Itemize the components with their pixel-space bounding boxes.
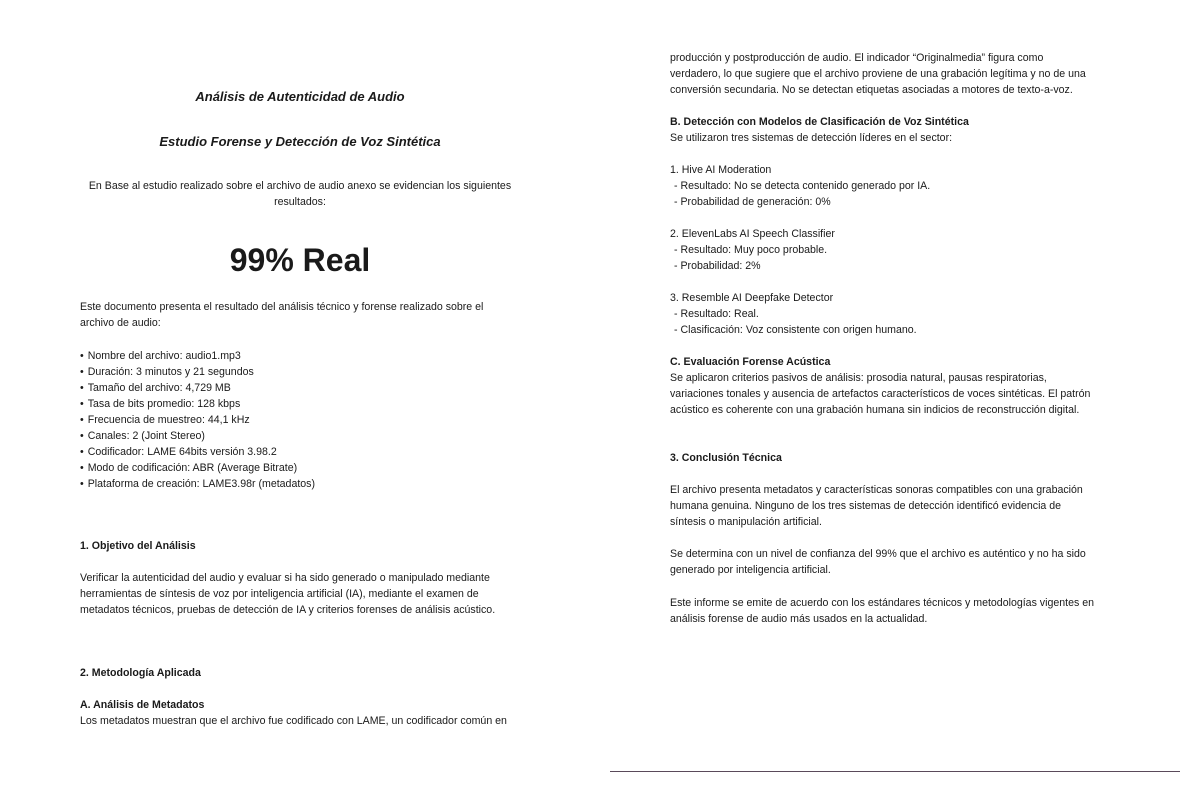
detector-result: - Resultado: No se detecta contenido generado por IA. [674, 180, 931, 192]
continued-line: verdadero, lo que sugiere que el archivo proviene de una grabación legítima y no de una [670, 68, 1086, 80]
detector-name: 2. ElevenLabs AI Speech Classifier [670, 228, 835, 240]
intro-line-1: En Base al estudio realizado sobre el archivo de audio anexo se evidencian los siguientes [88, 180, 512, 192]
intro-line-2: resultados: [274, 196, 326, 208]
detector-result: - Resultado: Muy poco probable. [674, 244, 828, 256]
conclusion-line: análisis forense de audio más usados en la actualidad. [670, 613, 928, 625]
page-divider-line [610, 771, 1180, 772]
doc-description-line-2: archivo de audio: [80, 317, 161, 329]
detector-probability: - Probabilidad: 2% [674, 260, 761, 272]
conclusion-line: Se determina con un nivel de confianza del 99% que el archivo es auténtico y no ha sido [670, 548, 1086, 560]
list-item: • Duración: 3 minutos y 21 segundos [80, 364, 315, 380]
conclusion-line: El archivo presenta metadatos y características sonoras compatibles con una grabación [670, 484, 1083, 496]
conclusion-line: humana genuina. Ninguno de los tres sistemas de detección identificó evidencia de [670, 500, 1062, 512]
list-item: • Tamaño del archivo: 4,729 MB [80, 380, 315, 396]
list-item: • Frecuencia de muestreo: 44,1 kHz [80, 412, 315, 428]
section-a-heading: A. Análisis de Metadatos [80, 699, 205, 711]
list-item: • Tasa de bits promedio: 128 kbps [80, 396, 315, 412]
continued-line: conversión secundaria. No se detectan etiquetas asociadas a motores de texto-a-voz. [670, 84, 1073, 96]
conclusion-line: generado por inteligencia artificial. [670, 564, 831, 576]
doc-description-line-1: Este documento presenta el resultado del análisis técnico y forense realizado sobre el [80, 301, 484, 313]
section-a-line: Los metadatos muestran que el archivo fue codificado con LAME, un codificador común en [80, 715, 507, 727]
document-subtitle: Estudio Forense y Detección de Voz Sintética [159, 134, 441, 149]
section-b-heading: B. Detección con Modelos de Clasificación de Voz Sintética [670, 116, 969, 128]
result-headline: 99% Real [229, 242, 371, 278]
section-1-line: herramientas de síntesis de voz por inteligencia artificial (IA), mediante el examen de [80, 588, 479, 600]
conclusion-line: Este informe se emite de acuerdo con los estándares técnicos y metodologías vigentes en [670, 597, 1094, 609]
section-b-intro: Se utilizaron tres sistemas de detección líderes en el sector: [670, 132, 953, 144]
document-page-right [600, 0, 1200, 800]
detector-result: - Resultado: Real. [674, 308, 759, 320]
section-3-heading: 3. Conclusión Técnica [670, 452, 782, 464]
detector-name: 3. Resemble AI Deepfake Detector [670, 292, 834, 304]
document-title: Análisis de Autenticidad de Audio [195, 89, 405, 104]
list-item: • Codificador: LAME 64bits versión 3.98.2 [80, 444, 315, 460]
section-c-heading: C. Evaluación Forense Acústica [670, 356, 831, 368]
continued-line: producción y postproducción de audio. El indicador “Originalmedia” figura como [670, 52, 1044, 64]
list-item: • Modo de codificación: ABR (Average Bitrate) [80, 460, 315, 476]
section-c-line: Se aplicaron criterios pasivos de análisis: prosodia natural, pausas respiratorias, [670, 372, 1047, 384]
conclusion-line: síntesis o manipulación artificial. [670, 516, 822, 528]
detector-probability: - Probabilidad de generación: 0% [674, 196, 831, 208]
metadata-list [80, 348, 315, 492]
section-1-line: Verificar la autenticidad del audio y evaluar si ha sido generado o manipulado mediante [80, 572, 490, 584]
detector-classification: - Clasificación: Voz consistente con origen humano. [674, 324, 917, 336]
section-2-heading: 2. Metodología Aplicada [80, 667, 201, 679]
section-c-line: acústico es coherente con una grabación humana sin indicios de reconstrucción digital. [670, 404, 1080, 416]
detector-name: 1. Hive AI Moderation [670, 164, 772, 176]
section-1-heading: 1. Objetivo del Análisis [80, 540, 196, 552]
section-c-line: variaciones tonales y ausencia de artefactos característicos de voces sintéticas. El patrón [670, 388, 1091, 400]
list-item: • Canales: 2 (Joint Stereo) [80, 428, 315, 444]
list-item: • Nombre del archivo: audio1.mp3 [80, 348, 315, 364]
section-1-line: metadatos técnicos, pruebas de detección de IA y criterios forenses de análisis acústico. [80, 604, 496, 616]
list-item: • Plataforma de creación: LAME3.98r (metadatos) [80, 476, 315, 492]
